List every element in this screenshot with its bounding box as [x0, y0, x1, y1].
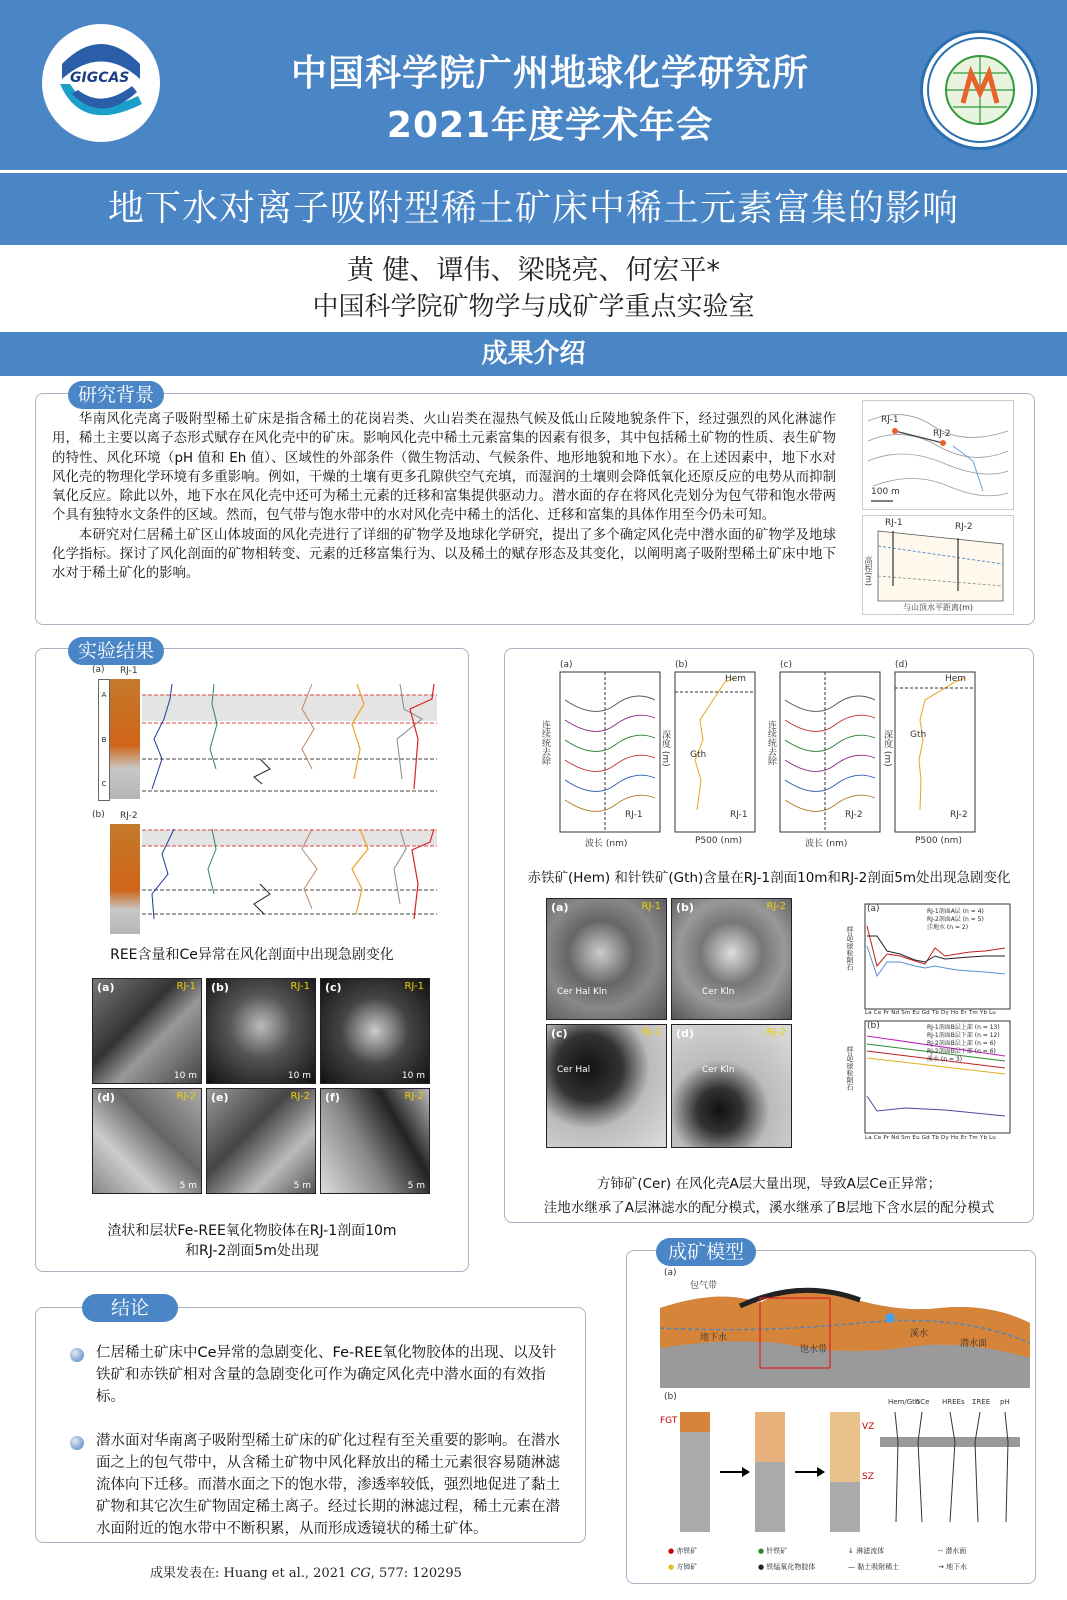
conclusion-tab: 结论: [82, 1294, 178, 1322]
sem-panel-d: (d) RJ-2 5 m: [92, 1088, 202, 1194]
affiliation: 中国科学院矿物学与成矿学重点实验室: [312, 292, 755, 322]
model-legend: ● 赤铁矿 ● 针铁矿 ↓ 淋滤流体 ‐‐ 潜水面 ● 方铈矿 ● 铁锰氧化物胶体 — 黏土吸附稀土 → 地下水: [668, 1547, 968, 1571]
cer-caption-line1: 方铈矿(Cer) 在风化壳A层大量出现，导致A层Ce正异常；: [596, 1176, 942, 1192]
sem-image-grid: [92, 978, 430, 1194]
ree-xticks-b: La Ce Pr Nd Sm Eu Gd Tb Dy Ho Er Tm Yb Lu: [865, 1135, 996, 1141]
profile-a-label: RJ-1: [120, 666, 138, 676]
ree-xticks-a: La Ce Pr Nd Sm Eu Gd Tb Dy Ho Er Tm Yb Lu: [865, 1010, 996, 1016]
meeting-title: 2021年度学术年会: [386, 105, 714, 146]
background-tab: 研究背景: [68, 381, 164, 409]
sem-panel-e: (e) RJ-2 5 m: [206, 1088, 316, 1194]
sem-caption-line1: 渣状和层状Fe-REE氧化物胶体在RJ-1剖面10m: [107, 1223, 397, 1239]
authors: 黄 健、谭伟、梁晓亮、何宏平*: [346, 255, 721, 286]
poster-title: 地下水对离子吸附型稀土矿床中稀土元素富集的影响: [107, 188, 959, 229]
section-rj2-label: RJ-2: [955, 522, 973, 532]
title-bar: [0, 173, 1067, 245]
ree-caption: REE含量和Ce异常在风化剖面中出现急剧变化: [110, 947, 394, 963]
citation-journal: CG: [350, 1566, 371, 1581]
p500-xlabel-1: P500 (nm): [695, 836, 742, 846]
spectra-figure: (a) (b) (c) (d) 波长 (nm) P500 (nm) 波长 (nm) P500 (nm) Hem Gth Hem Gth RJ-1 RJ-1 RJ-2 RJ-2 连续统去除 深度 (m) 连续统去除 深度 (m): [525, 660, 1015, 860]
spectra-ylabel-1: 连续统去除: [540, 720, 550, 765]
background-paragraph-2: 本研究对仁居稀土矿区山体坡面的风化壳进行了详细的矿物学及地球化学研究，提出了多个确定风化壳中潜水面的矿物学及地球化学指标。探讨了风化剖面的矿物相转变、元素的迁移富集行为、以及稀土的赋存形态及其变化，以阐明离子吸附型稀土矿床中地下水对于稀土矿化的影响。: [52, 527, 836, 582]
tem-panel-d: (d) RJ-2 Cer Kln: [671, 1024, 792, 1148]
map-rj1-label: RJ-1: [881, 415, 899, 425]
cross-section-figure: [862, 515, 1014, 615]
lab-seal-text: [923, 33, 924, 34]
ree-ylabel-a: 样品/球粒陨石: [846, 926, 854, 971]
profile-lines-rj1: [142, 679, 442, 801]
section-yaxis: 高程(m): [864, 556, 873, 587]
spectra-depth-label-2: 深度 (m): [882, 730, 892, 767]
tem-panel-a: (a) RJ-1 Cer Hal Kln: [546, 898, 667, 1020]
spectra-ylabel-2: 连续统去除: [766, 720, 776, 765]
citation-prefix: 成果发表在: Huang et al., 2021: [150, 1566, 351, 1581]
institute-title: 中国科学院广州地球化学研究所: [290, 53, 809, 94]
background-paragraph-1: 华南风化壳离子吸附型稀土矿床是指含稀土的花岗岩类、火山岩类在湿热气候及低山丘陵地貌条件下，经过强烈的风化淋滤作用，稀土主要以离子态形式赋存在风化壳中的矿床。影响风化壳中稀土元素富集的因素有很多，其中包括稀土矿物的性质、表生矿物的特性、风化环境（pH 值和 Eh 值）、区域性的外部条件（微生物活动、气候条件、地形地貌和地下水）。在上述因素中，地下水对风化壳的物理化学环境有多重影响。例如，干燥的土壤有更多孔隙供空气充填，而湿润的土壤则会降低氧化还原反应的电势从而抑制氧化反应。除此以外，地下水在风化壳中还可为稀土元素的迁移和富集提供驱动力。潜水面的存在将风化壳划分为包气带和饱水带两个具有独特水文条件的区域。然而，包气带与饱水带中的水对风化壳中稀土的活化、迁移和富集的具体作用至今仍未可知。: [52, 412, 836, 524]
sem-panel-a: (a) RJ-1 10 m: [92, 978, 202, 1084]
ree-pattern-charts: (a) (b) RJ-1剖面A层 (n = 4) RJ-2剖面A层 (n = 5) 洼地水 (n = 2) RJ-1剖面B层上部 (n = 13) RJ-1剖面B层下部 (n = 12) RJ-2剖面B层上部 (n = 6) RJ-2剖面B层下部 (n = 6) 溪水 (n = 3) La Ce Pr Nd Sm Eu Gd Tb Dy Ho Er Tm Yb Lu La Ce Pr Nd Sm Eu Gd Tb Dy Ho Er Tm Yb Lu 样品/球粒陨石 样品/球粒陨石: [845, 896, 1015, 1148]
profile-b-label: RJ-2: [120, 811, 138, 821]
sem-panel-c: (c) RJ-1 10 m: [320, 978, 430, 1084]
ree-legend-b: RJ-1剖面B层上部 (n = 13) RJ-1剖面B层下部 (n = 12) RJ-2剖面B层上部 (n = 6) RJ-2剖面B层下部 (n = 6) 溪水 (n = 3): [927, 1024, 1000, 1063]
lab-seal-logo: [920, 30, 1040, 150]
conclusion-bullet-1: [70, 1348, 84, 1362]
tem-panel-c: (c) RJ-1 Cer Hal: [546, 1024, 667, 1148]
conclusion-item-1: 仁居稀土矿床中Ce异常的急剧变化、Fe-REE氧化物胶体的出现、以及针铁矿和赤铁矿相对含量的急剧变化可作为确定风化壳中潜水面的有效指标。: [96, 1345, 557, 1405]
citation-suffix: , 577: 120295: [370, 1566, 462, 1581]
profile-lines-rj2: [142, 824, 442, 936]
tem-panel-b: (b) RJ-2 Cer Kln: [671, 898, 792, 1020]
background-text: [52, 410, 836, 584]
profile-column-rj2: [110, 824, 140, 934]
model-diagram-b: (b) FGT VZ SZ Hem/Gth δCe HREEs ΣREE pH: [660, 1392, 1030, 1542]
model-tab: 成矿模型: [656, 1238, 756, 1266]
sem-caption-line2: 和RJ-2剖面5m处出现: [185, 1243, 319, 1259]
hem-gth-caption: 赤铁矿(Hem) 和针铁矿(Gth)含量在RJ-1剖面10m和RJ-2剖面5m处出现急剧变化: [527, 870, 1011, 886]
tem-image-grid: [546, 898, 792, 1148]
study-area-map: [862, 400, 1014, 510]
conclusion-item-2: 潜水面对华南离子吸附型稀土矿床的矿化过程有至关重要的影响。在潜水面之上的包气带中，从含稀土矿物中风化释放出的稀土元素很容易随淋滤流体向下迁移。而潜水面之下的饱水带，渗透率较低，强烈地促进了黏土矿物和其它次生矿物固定稀土离子。经过长期的淋滤过程，稀土元素在潜水面附近的饱水带中不断积累，从而形成透镜状的稀土矿体。: [96, 1433, 560, 1537]
ree-profile-rj2: (b) RJ-2: [92, 810, 442, 940]
horizon-column-a: A B C: [98, 679, 110, 801]
section-xaxis: 与山顶水平距离(m): [903, 603, 974, 612]
profile-column-rj1: [110, 679, 140, 799]
spectra-xlabel-2: 波长 (nm): [805, 839, 848, 849]
ree-profile-rj1: (a) RJ-1 A B C: [92, 665, 442, 805]
experiment-tab: 实验结果: [68, 637, 164, 665]
section-rj1-label: RJ-1: [885, 518, 903, 528]
gigcas-logo: [42, 24, 160, 142]
spectra-xlabel-1: 波长 (nm): [585, 839, 628, 849]
spectra-depth-label-1: 深度 (m): [660, 730, 670, 767]
conclusion-bullet-2: [70, 1436, 84, 1450]
sem-panel-f: (f) RJ-2 5 m: [320, 1088, 430, 1194]
model-diagram-a: (a) 包气带 溪水 饱水带 潜水面 地下水: [660, 1268, 1030, 1388]
map-rj2-label: RJ-2: [933, 429, 951, 439]
citation: [150, 1562, 462, 1581]
ree-ylabel-b: 样品/球粒陨石: [846, 1046, 854, 1091]
results-heading: 成果介绍: [0, 332, 1067, 376]
ree-legend-a: RJ-1剖面A层 (n = 4) RJ-2剖面A层 (n = 5) 洼地水 (n = 2): [927, 908, 984, 931]
gigcas-logo-text: GIGCAS: [70, 70, 130, 86]
p500-xlabel-2: P500 (nm): [915, 836, 962, 846]
map-scale-label: 100 m: [871, 487, 900, 497]
sem-panel-b: (b) RJ-1 10 m: [206, 978, 316, 1084]
cer-caption-line2: 洼地水继承了A层淋滤水的配分模式，溪水继承了B层地下含水层的配分模式: [543, 1200, 995, 1216]
